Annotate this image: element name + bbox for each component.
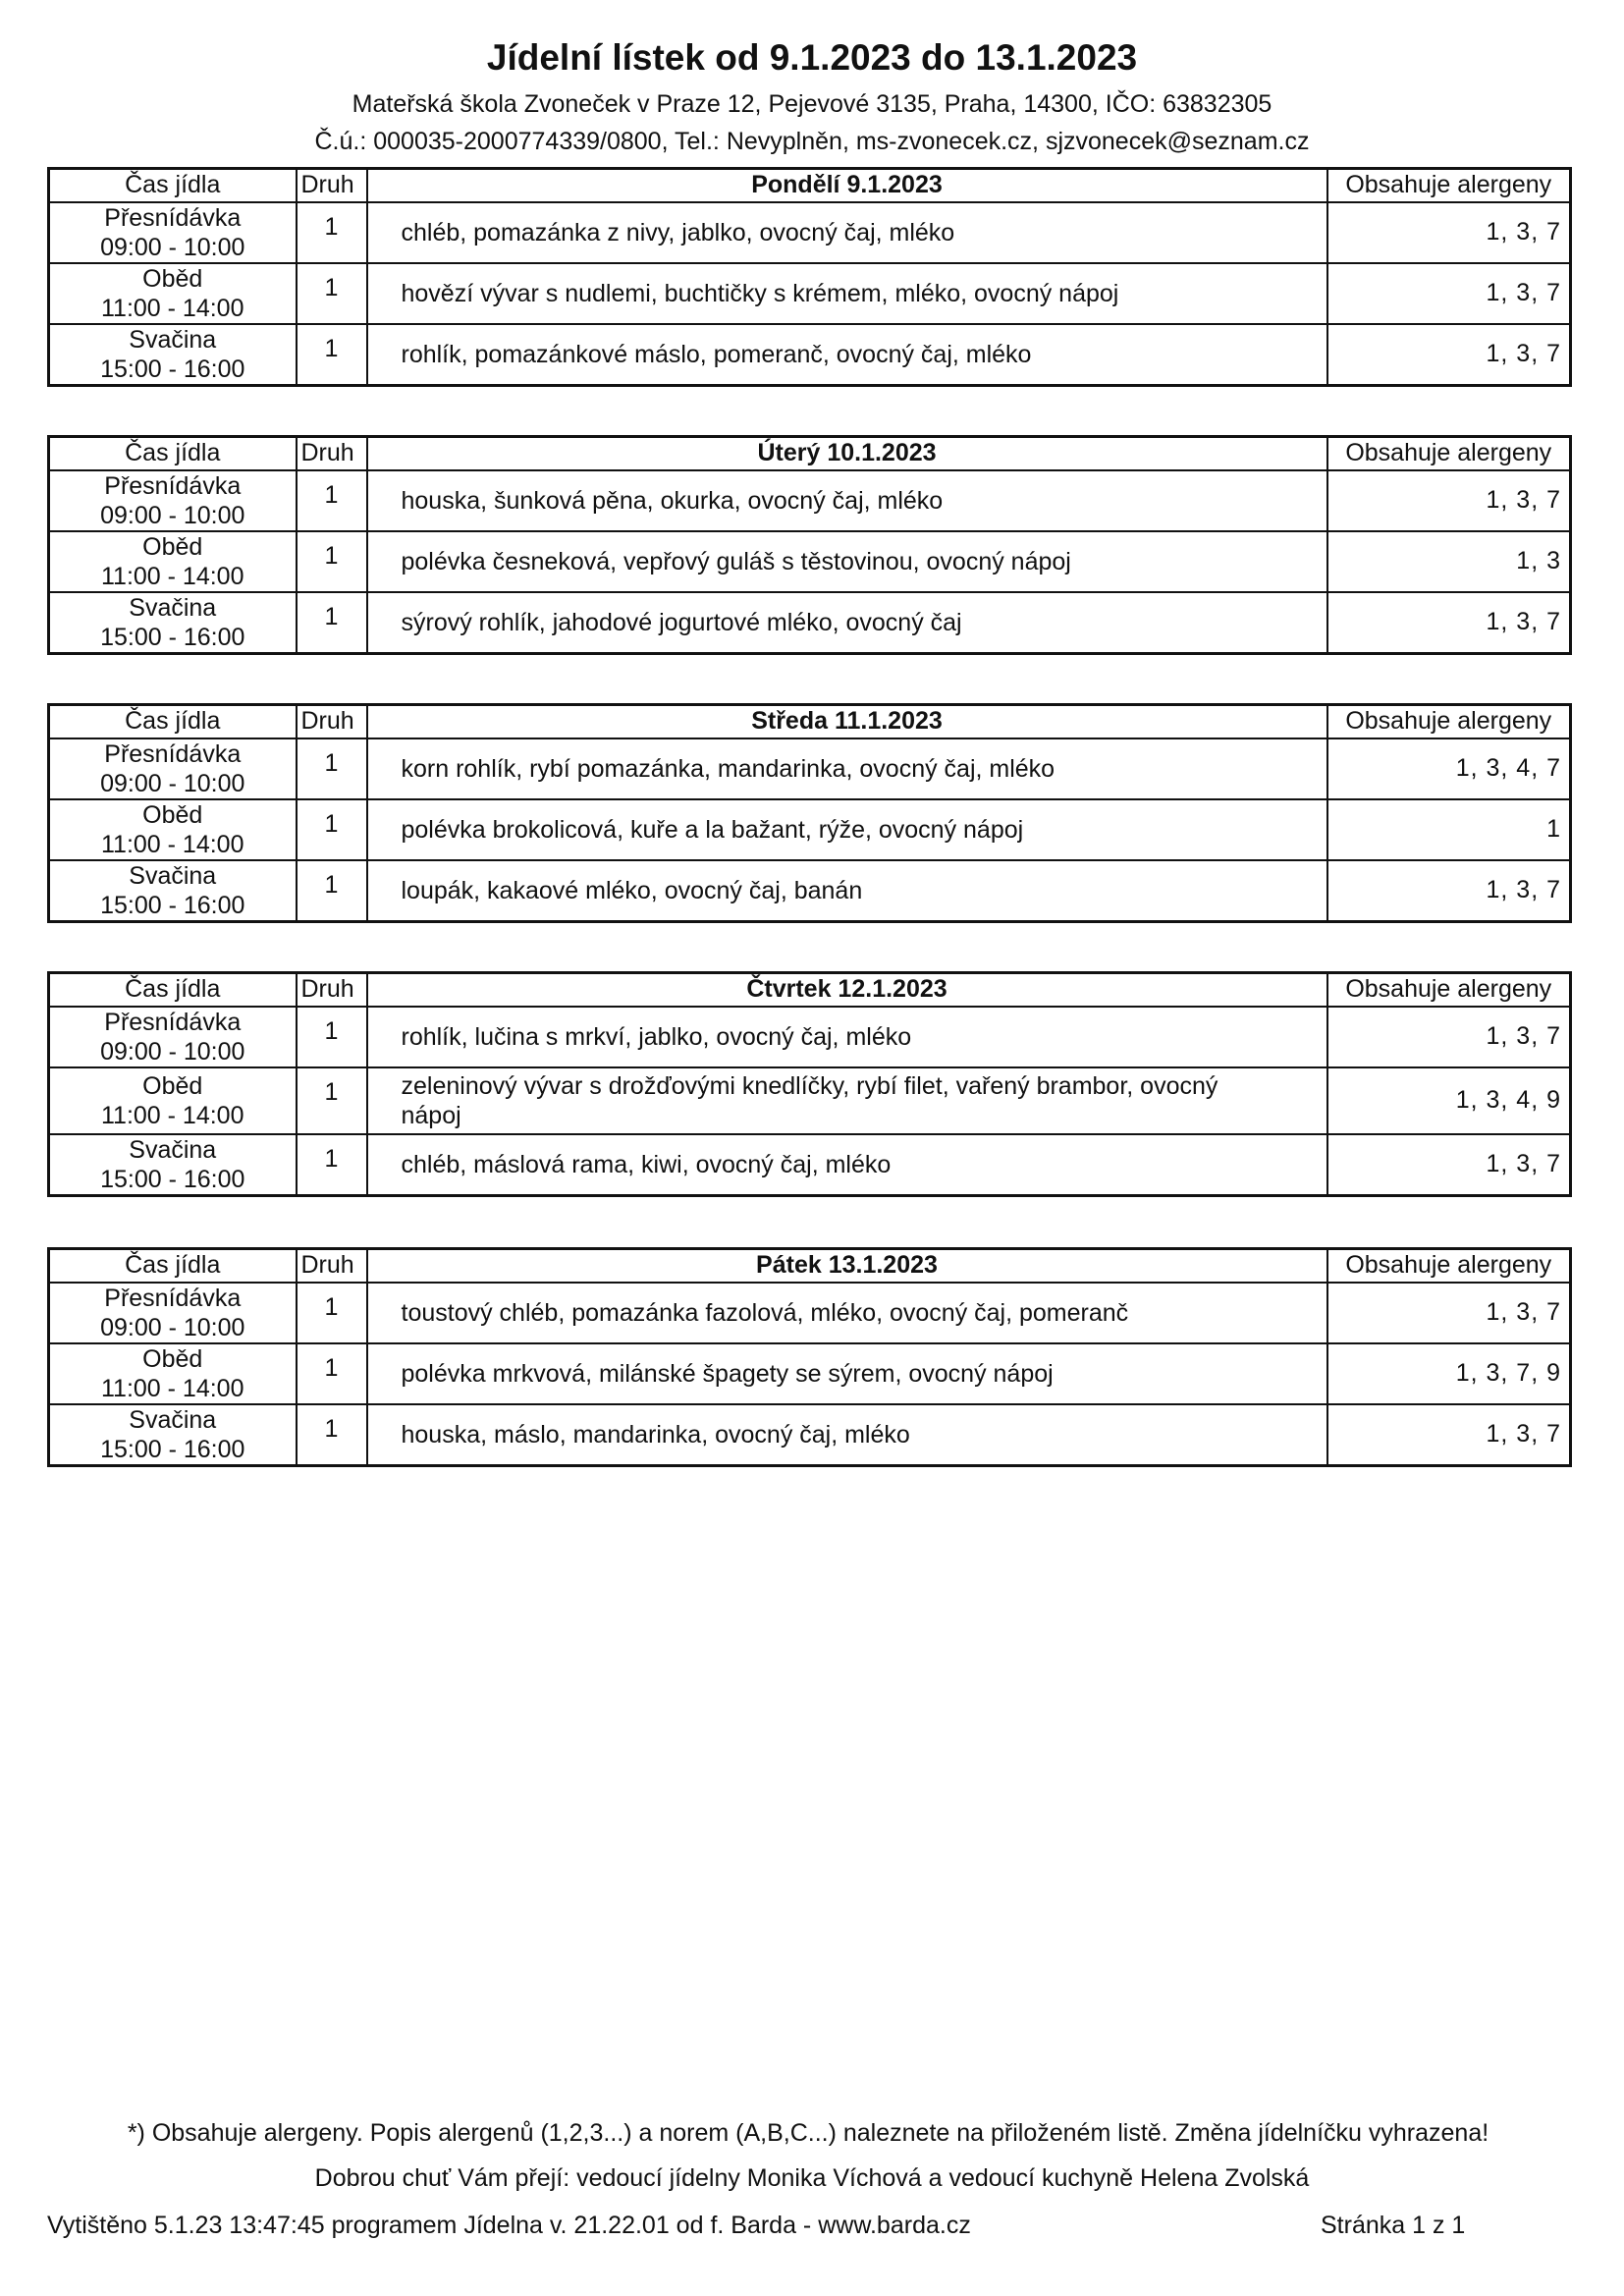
table-row — [49, 324, 1571, 386]
meal-dish: houska, máslo, mandarinka, ovocný čaj, mléko — [367, 1404, 1327, 1466]
table-row — [49, 263, 1571, 324]
meal-allergens: 1, 3, 7 — [1327, 202, 1571, 263]
greeting: Dobrou chuť Vám přejí: vedoucí jídelny Monika Víchová a vedoucí kuchyně Helena Zvolská — [314, 2164, 1310, 2192]
meal-time: 15:00 - 16:00 — [100, 355, 245, 383]
meal-allergens: 1, 3, 7 — [1327, 1007, 1571, 1067]
meal-dish: houska, šunková pěna, okurka, ovocný čaj, mléko — [367, 470, 1327, 531]
meal-dish: polévka mrkvová, milánské špagety se sýrem, ovocný nápoj — [367, 1343, 1327, 1404]
meal-time: 15:00 - 16:00 — [100, 623, 245, 651]
meal-dish: rohlík, pomazánkové máslo, pomeranč, ovocný čaj, mléko — [367, 324, 1327, 386]
col-time: Čas jídla — [49, 1249, 297, 1283]
table-row — [49, 1343, 1571, 1404]
day-table-thursday — [47, 971, 1572, 1197]
meal-name: Svačina — [129, 593, 217, 622]
meal-time-cell — [49, 263, 297, 324]
meal-name: Svačina — [129, 1135, 217, 1164]
meal-time-cell — [49, 738, 297, 799]
meal-kind: 1 — [297, 1343, 367, 1404]
table-row — [49, 202, 1571, 263]
meal-kind: 1 — [297, 860, 367, 922]
col-allergens: Obsahuje alergeny — [1327, 705, 1571, 738]
meal-time: 11:00 - 14:00 — [101, 562, 244, 590]
print-info: Vytištěno 5.1.23 13:47:45 programem Jídelna v. 21.22.01 od f. Barda - www.barda.cz — [47, 2212, 971, 2239]
meal-name: Oběd — [142, 1344, 203, 1373]
meal-dish: polévka brokolicová, kuře a la bažant, rýže, ovocný nápoj — [367, 799, 1327, 860]
meal-dish: chléb, máslová rama, kiwi, ovocný čaj, mléko — [367, 1134, 1327, 1196]
col-kind: Druh — [297, 705, 367, 738]
table-header — [49, 973, 1571, 1007]
meal-kind: 1 — [297, 1134, 367, 1196]
meal-kind: 1 — [297, 1067, 367, 1134]
meal-allergens: 1, 3, 7 — [1327, 1283, 1571, 1343]
table-row — [49, 1283, 1571, 1343]
meal-name: Svačina — [129, 325, 217, 354]
day-table-wednesday — [47, 703, 1572, 923]
meal-allergens: 1, 3, 4, 7 — [1327, 738, 1571, 799]
meal-dish: sýrový rohlík, jahodové jogurtové mléko, ovocný čaj — [367, 592, 1327, 654]
meal-name: Svačina — [129, 861, 217, 890]
allergen-note: *) Obsahuje alergeny. Popis alergenů (1,2,3...) a norem (A,B,C...) naleznete na přiloženém listě. Změna jídelníčku vyhrazena! — [127, 2119, 1489, 2147]
day-title: Úterý 10.1.2023 — [367, 437, 1327, 470]
table-row — [49, 799, 1571, 860]
day-title: Pátek 13.1.2023 — [367, 1249, 1327, 1283]
table-row — [49, 531, 1571, 592]
table-row — [49, 1067, 1571, 1134]
table-row — [49, 1404, 1571, 1466]
meal-name: Oběd — [142, 1071, 203, 1100]
meal-allergens: 1, 3, 7 — [1327, 592, 1571, 654]
meal-kind: 1 — [297, 1404, 367, 1466]
meal-time-cell — [49, 1007, 297, 1067]
meal-allergens: 1, 3, 7, 9 — [1327, 1343, 1571, 1404]
meal-allergens: 1, 3 — [1327, 531, 1571, 592]
meal-kind: 1 — [297, 1007, 367, 1067]
meal-time: 09:00 - 10:00 — [100, 501, 245, 529]
meal-dish: loupák, kakaové mléko, ovocný čaj, banán — [367, 860, 1327, 922]
col-time: Čas jídla — [49, 705, 297, 738]
col-time: Čas jídla — [49, 437, 297, 470]
meal-time-cell — [49, 202, 297, 263]
meal-allergens: 1, 3, 4, 9 — [1327, 1067, 1571, 1134]
table-row — [49, 470, 1571, 531]
day-table-friday — [47, 1247, 1572, 1467]
meal-allergens: 1, 3, 7 — [1327, 1404, 1571, 1466]
meal-kind: 1 — [297, 470, 367, 531]
contact-info: Č.ú.: 000035-2000774339/0800, Tel.: Nevyplněn, ms-zvonecek.cz, sjzvonecek@seznam.cz — [314, 128, 1310, 155]
meal-name: Přesnídávka — [104, 203, 242, 232]
meal-name: Svačina — [129, 1405, 217, 1434]
meal-time: 15:00 - 16:00 — [100, 1165, 245, 1193]
meal-dish: toustový chléb, pomazánka fazolová, mléko, ovocný čaj, pomeranč — [367, 1283, 1327, 1343]
meal-dish: hovězí vývar s nudlemi, buchtičky s krémem, mléko, ovocný nápoj — [367, 263, 1327, 324]
meal-name: Přesnídávka — [104, 1008, 242, 1036]
meal-time: 11:00 - 14:00 — [101, 830, 244, 858]
meal-time: 09:00 - 10:00 — [100, 233, 245, 261]
meal-time-cell — [49, 1283, 297, 1343]
table-header — [49, 437, 1571, 470]
meal-name: Oběd — [142, 800, 203, 829]
meal-dish: korn rohlík, rybí pomazánka, mandarinka, ovocný čaj, mléko — [367, 738, 1327, 799]
meal-time-cell — [49, 1134, 297, 1196]
meal-time: 09:00 - 10:00 — [100, 1037, 245, 1066]
table-row — [49, 1134, 1571, 1196]
table-row — [49, 860, 1571, 922]
school-info: Mateřská škola Zvoneček v Praze 12, Pejevové 3135, Praha, 14300, IČO: 63832305 — [352, 90, 1272, 118]
meal-time-cell — [49, 470, 297, 531]
meal-dish: zeleninový vývar s drožďovými knedlíčky, rybí filet, vařený brambor, ovocný nápoj — [367, 1067, 1327, 1134]
day-title: Čtvrtek 12.1.2023 — [367, 973, 1327, 1007]
meal-time: 09:00 - 10:00 — [100, 1313, 245, 1341]
col-kind: Druh — [297, 169, 367, 202]
meal-allergens: 1 — [1327, 799, 1571, 860]
meal-time: 09:00 - 10:00 — [100, 769, 245, 797]
col-time: Čas jídla — [49, 973, 297, 1007]
meal-dish: polévka česneková, vepřový guláš s těstovinou, ovocný nápoj — [367, 531, 1327, 592]
meal-dish: chléb, pomazánka z nivy, jablko, ovocný čaj, mléko — [367, 202, 1327, 263]
meal-kind: 1 — [297, 531, 367, 592]
meal-name: Přesnídávka — [104, 1284, 242, 1312]
meal-dish: rohlík, lučina s mrkví, jablko, ovocný čaj, mléko — [367, 1007, 1327, 1067]
meal-allergens: 1, 3, 7 — [1327, 1134, 1571, 1196]
col-allergens: Obsahuje alergeny — [1327, 973, 1571, 1007]
meal-name: Oběd — [142, 532, 203, 561]
table-row — [49, 1007, 1571, 1067]
meal-allergens: 1, 3, 7 — [1327, 263, 1571, 324]
meal-allergens: 1, 3, 7 — [1327, 860, 1571, 922]
meal-kind: 1 — [297, 799, 367, 860]
day-table-monday — [47, 167, 1572, 387]
meal-time: 15:00 - 16:00 — [100, 1435, 245, 1463]
table-row — [49, 738, 1571, 799]
page-title: Jídelní lístek od 9.1.2023 do 13.1.2023 — [486, 37, 1138, 78]
meal-time: 11:00 - 14:00 — [101, 294, 244, 322]
col-kind: Druh — [297, 437, 367, 470]
meal-name: Přesnídávka — [104, 739, 242, 768]
meal-time-cell — [49, 1067, 297, 1134]
day-title: Středa 11.1.2023 — [367, 705, 1327, 738]
meal-allergens: 1, 3, 7 — [1327, 324, 1571, 386]
meal-kind: 1 — [297, 202, 367, 263]
meal-time-cell — [49, 592, 297, 654]
col-kind: Druh — [297, 1249, 367, 1283]
meal-time-cell — [49, 799, 297, 860]
meal-time: 11:00 - 14:00 — [101, 1374, 244, 1402]
table-header — [49, 1249, 1571, 1283]
meal-kind: 1 — [297, 324, 367, 386]
meal-kind: 1 — [297, 263, 367, 324]
meal-time-cell — [49, 1343, 297, 1404]
meal-name: Oběd — [142, 264, 203, 293]
col-kind: Druh — [297, 973, 367, 1007]
meal-time-cell — [49, 324, 297, 386]
meal-kind: 1 — [297, 592, 367, 654]
meal-time-cell — [49, 531, 297, 592]
meal-time-cell — [49, 860, 297, 922]
meal-kind: 1 — [297, 738, 367, 799]
col-allergens: Obsahuje alergeny — [1327, 169, 1571, 202]
meal-time: 15:00 - 16:00 — [100, 891, 245, 919]
day-table-tuesday — [47, 435, 1572, 655]
meal-name: Přesnídávka — [104, 471, 242, 500]
day-title: Pondělí 9.1.2023 — [367, 169, 1327, 202]
table-header — [49, 705, 1571, 738]
meal-kind: 1 — [297, 1283, 367, 1343]
table-header — [49, 169, 1571, 202]
page-number: Stránka 1 z 1 — [1321, 2212, 1466, 2239]
table-row — [49, 592, 1571, 654]
col-time: Čas jídla — [49, 169, 297, 202]
col-allergens: Obsahuje alergeny — [1327, 437, 1571, 470]
meal-time: 11:00 - 14:00 — [101, 1101, 244, 1129]
meal-allergens: 1, 3, 7 — [1327, 470, 1571, 531]
col-allergens: Obsahuje alergeny — [1327, 1249, 1571, 1283]
meal-time-cell — [49, 1404, 297, 1466]
